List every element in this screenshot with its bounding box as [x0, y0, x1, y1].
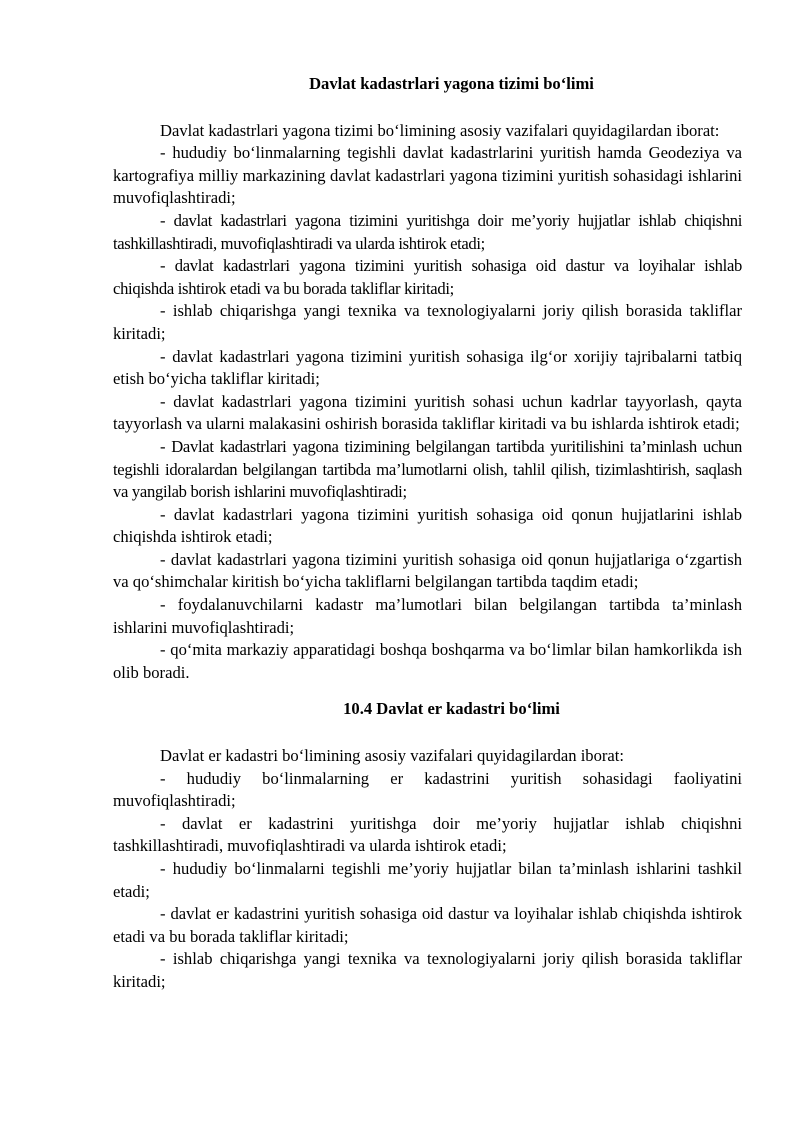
list-item: - foydalanuvchilarni kadastr ma’lumotlari bilan belgilangan tartibda ta’minlash ishlarini muvofiqlashtiradi; [113, 595, 742, 637]
list-item: - davlat kadastrlari yagona tizimini yuritishga doir me’yoriy hujjatlar ishlab chiqishni tashkillashtiradi, muvofiqlashtiradi va ularda ishtirok etadi; [113, 210, 742, 253]
list-item: - davlat kadastrlari yagona tizimini yuritish sohasi uchun kadrlar tayyorlash, qayta tayyorlash va ularni malakasini oshirish borasida takliflar kiritadi va bu ishlarda ishtirok etadi; [113, 391, 742, 434]
list-item: - davlat er kadastrini yuritish sohasiga oid dastur va loyihalar ishlab chiqishda ishtirok etadi va bu borada takliflar kiritadi; [113, 904, 742, 946]
list-item: - davlat kadastrlari yagona tizimini yuritish sohasiga oid qonun hujjatlarini ishlab chiqishda ishtirok etadi; [113, 504, 742, 547]
section-intro: Davlat er kadastri bo‘limining asosiy vazifalari quyidagilardan iborat: [160, 746, 625, 766]
section-title: Davlat kadastrlari yagona tizimi bo‘limi [309, 74, 594, 93]
list-item: - davlat er kadastrini yuritishga doir me’yoriy hujjatlar ishlab chiqishni tashkillashtiradi, muvofiqlashtiradi va ularda ishtirok etadi; [113, 813, 742, 856]
list-item: - hududiy bo‘linmalarning er kadastrini yuritish sohasidagi faoliyatini muvofiqlashtiradi; [113, 768, 742, 811]
list-item: - hududiy bo‘linmalarning tegishli davlat kadastrlarini yuritish hamda Geodeziya va kartografiya milliy markazining davlat kadastrlari yagona tizimini yuritish sohasidagi ishlarini muvofiqlashtiradi; [113, 143, 742, 208]
list-item: - hududiy bo‘linmalarni tegishli me’yoriy hujjatlar bilan ta’minlash ishlarini tashkil etadi; [113, 859, 742, 901]
section-title: 10.4 Davlat er kadastri bo‘limi [343, 699, 560, 719]
list-item: - qo‘mita markaziy apparatidagi boshqa boshqarma va bo‘limlar bilan hamkorlikda ish olib boradi. [113, 640, 742, 682]
document-page [113, 73, 742, 994]
list-item: - ishlab chiqarishga yangi texnika va texnologiyalarni joriy qilish borasida takliflar kiritadi; [113, 949, 742, 991]
list-item: - ishlab chiqarishga yangi texnika va texnologiyalarni joriy qilish borasida takliflar kiritadi; [113, 301, 742, 343]
section-intro: Davlat kadastrlari yagona tizimi bo‘limining asosiy vazifalari quyidagilardan iborat: [160, 120, 720, 140]
list-item: - davlat kadastrlari yagona tizimini yuritish sohasiga oid dastur va loyihalar ishlab chiqishda ishtirok etadi va bu borada takliflar kiritadi; [113, 256, 742, 298]
list-item: - davlat kadastrlari yagona tizimini yuritish sohasiga ilg‘or xorijiy tajribalarni tatbiq etish bo‘yicha takliflar kiritadi; [113, 346, 742, 389]
list-item: - Davlat kadastrlari yagona tizimining belgilangan tartibda yuritilishini ta’minlash uchun tegishli idoralardan belgilangan tartibda ma’lumotlarni olish, tahlil qilish, tizimlashtirish, saqlash va yangilab borish ishlarini muvofiqlashtiradi; [113, 436, 742, 502]
list-item: - davlat kadastrlari yagona tizimini yuritish sohasiga oid qonun hujjatlariga o‘zgartish va qo‘shimchalar kiritish bo‘yicha takliflarni belgilangan tartibda taqdim etadi; [113, 549, 742, 592]
